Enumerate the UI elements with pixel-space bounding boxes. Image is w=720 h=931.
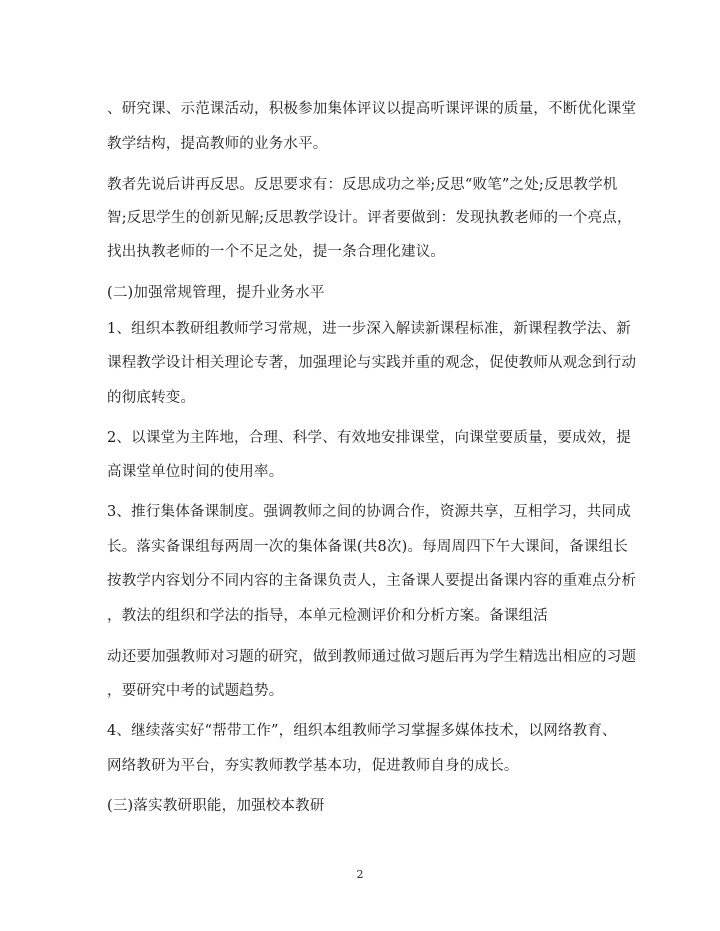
- section-heading: (二)加强常规管理，提升业务水平: [107, 285, 325, 301]
- text-line: 2、以课堂为主阵地，合理、科学、有效地安排课堂，向课堂要质量，要成效，提: [107, 430, 631, 446]
- text-line: 找出执教老师的一个不足之处，提一条合理化建议。: [107, 244, 446, 260]
- text-line: 、研究课、示范课活动，积极参加集体评议以提高听课评课的质量，不断优化课堂: [107, 101, 637, 117]
- text-line: 4、继续落实好“帮带工作”，组织本组教师学习掌握多媒体技术，以网络教育、: [107, 723, 617, 739]
- text-line: 1、组织本教研组教师学习常规，进一步深入解读新课程标准，新课程教学法、新: [107, 321, 631, 337]
- text-line: 长。落实备课组每两周一次的集体备课(共8次)。每周周四下午大课间，备课组长: [107, 539, 628, 555]
- page-number: 2: [356, 868, 364, 881]
- text-line: 智;反思学生的创新见解;反思教学设计。评者要做到：发现执教老师的一个亮点，: [107, 210, 632, 226]
- text-line: 课程教学设计相关理论专著，加强理论与实践并重的观念，促使教师从观念到行动: [107, 355, 637, 371]
- text-line: ，教法的组织和学法的指导，本单元检测评价和分析方案。备课组活: [107, 608, 548, 624]
- text-line: 教学结构，提高教师的业务水平。: [107, 136, 328, 152]
- section-heading: (三)落实教研职能，加强校本教研: [107, 798, 325, 814]
- text-line: ，要研究中考的试题趋势。: [107, 683, 284, 699]
- text-line: 网络教研为平台，夯实教师教学基本功，促进教师自身的成长。: [107, 758, 519, 774]
- text-line: 教者先说后讲再反思。反思要求有：反思成功之举;反思“败笔”之处;反思教学机: [107, 177, 618, 193]
- text-line: 3、推行集体备课制度。强调教师之间的协调合作，资源共享，互相学习，共同成: [107, 504, 631, 520]
- text-line: 的彻底转变。: [107, 390, 196, 406]
- text-line: 按教学内容划分不同内容的主备课负责人，主备课人要提出备课内容的重难点分析: [107, 573, 637, 589]
- text-line: 高课堂单位时间的使用率。: [107, 464, 284, 480]
- text-line: 动还要加强教师对习题的研究，做到教师通过做习题后再为学生精选出相应的习题: [107, 649, 637, 665]
